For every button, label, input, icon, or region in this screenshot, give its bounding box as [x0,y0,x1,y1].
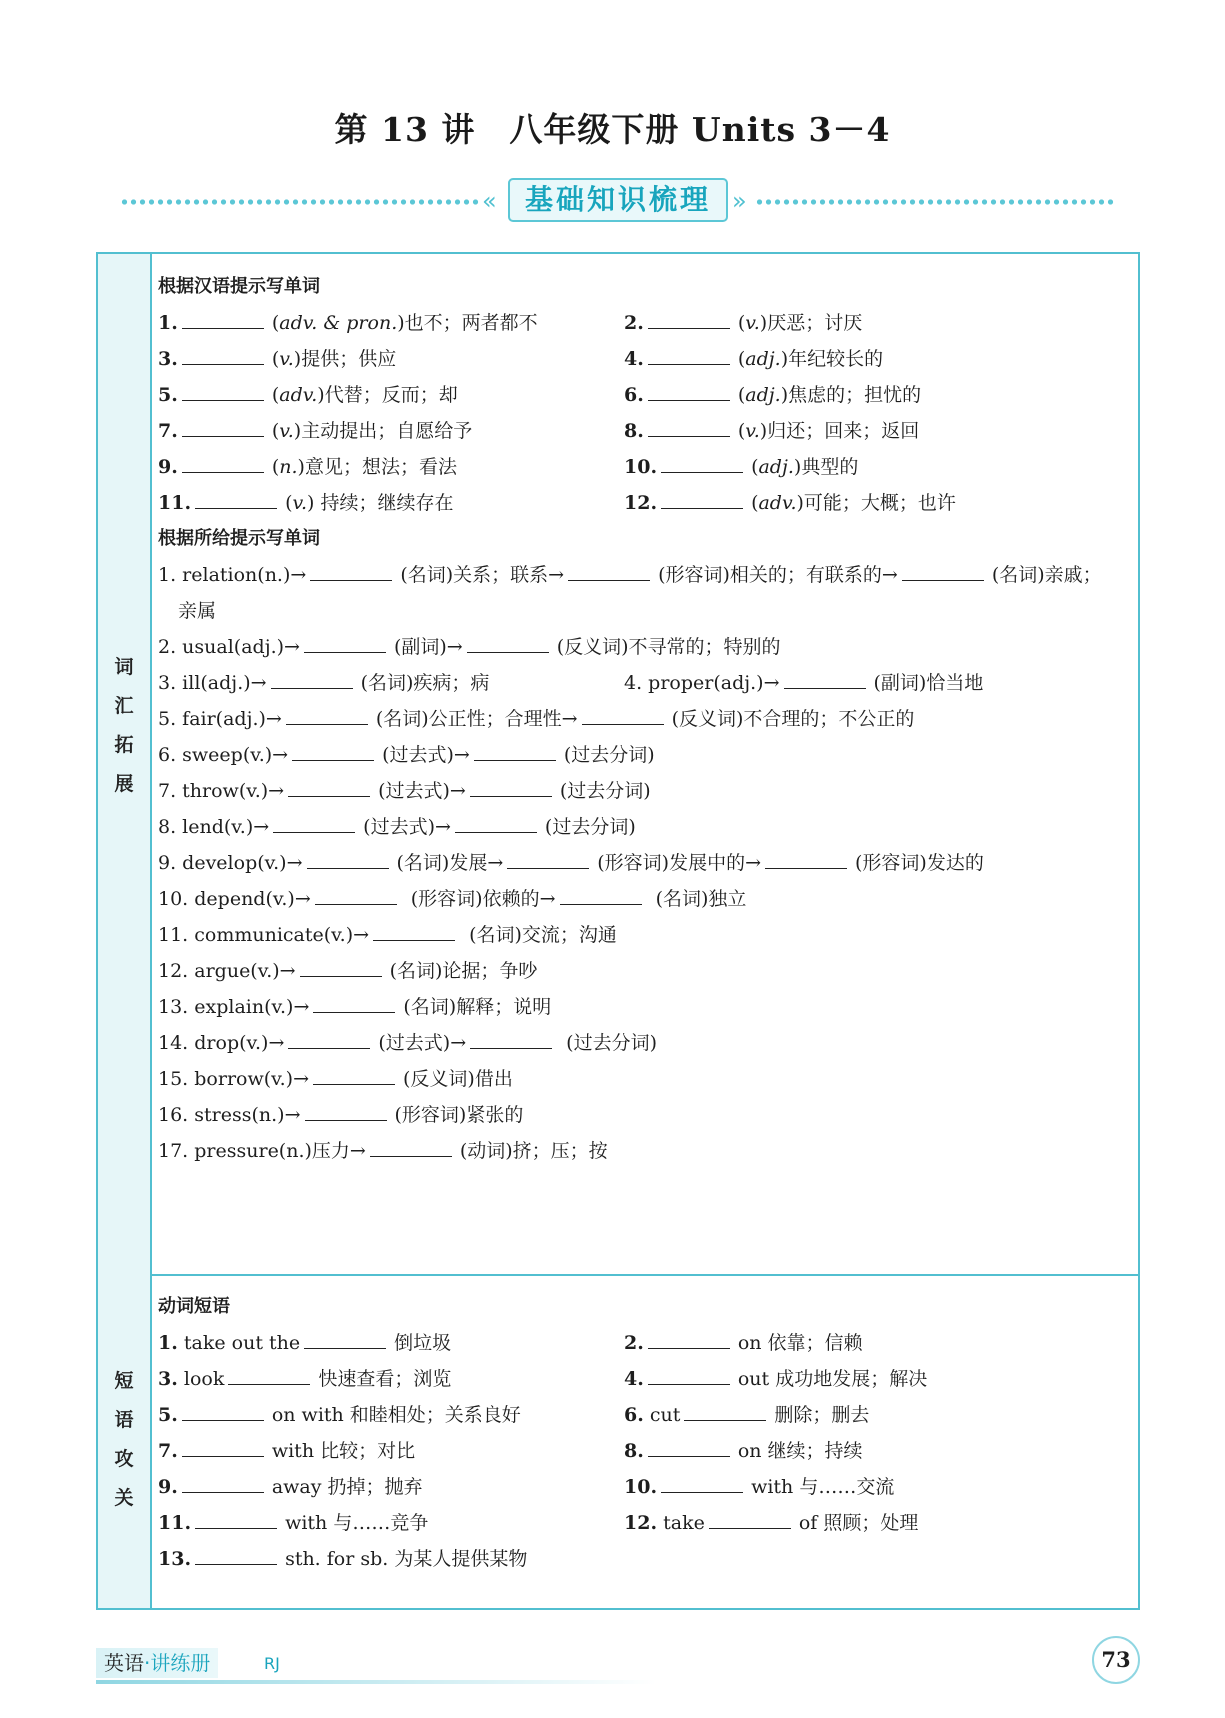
list-item: 3. (v.)提供；供应 [158,348,397,370]
answer-blank[interactable] [271,670,353,689]
list-item: 12. (adv.)可能；大概；也许 [624,492,956,514]
section-banner [120,176,1115,228]
answer-blank[interactable] [304,1330,386,1349]
phrase-content [158,1274,1138,1608]
footer-swoosh [96,1680,656,1684]
list-item: 1. (adv. & pron.)也不；两者都不 [158,312,538,334]
answer-blank[interactable] [582,706,664,725]
list-item: 8. lend(v.)→ (过去式)→ (过去分词) [158,816,636,838]
dotted-divider-left [120,199,480,205]
side-char: 汇 [114,695,134,717]
answer-blank[interactable] [568,562,650,581]
answer-blank[interactable] [273,814,355,833]
dotted-divider-right [755,199,1115,205]
answer-blank[interactable] [370,1138,452,1157]
answer-blank[interactable] [182,1402,264,1421]
list-item: 2. (v.)厌恶；讨厌 [624,312,863,334]
list-item: 6. (adj.)焦虑的；担忧的 [624,384,922,406]
list-item: 9. develop(v.)→ (名词)发展→ (形容词)发展中的→ (形容词)发达的 [158,852,984,874]
side-char: 展 [114,773,134,795]
answer-blank[interactable] [507,850,589,869]
side-char: 语 [114,1409,134,1431]
answer-blank[interactable] [661,1474,743,1493]
list-item: 7. with 比较；对比 [158,1440,416,1462]
list-item: 1. take out the 倒垃圾 [158,1332,452,1354]
answer-blank[interactable] [784,670,866,689]
answer-blank[interactable] [307,850,389,869]
answer-blank[interactable] [195,1546,277,1565]
answer-blank[interactable] [684,1402,766,1421]
chevron-left-icon: « [482,187,497,215]
answer-blank[interactable] [182,346,264,365]
list-item: 2. on 依靠；信赖 [624,1332,863,1354]
list-item: 5. on with 和睦相处；关系良好 [158,1404,521,1426]
list-item: 11. (v.) 持续；继续存在 [158,492,454,514]
answer-blank[interactable] [648,346,730,365]
answer-blank[interactable] [902,562,984,581]
answer-blank[interactable] [455,814,537,833]
answer-blank[interactable] [288,778,370,797]
phrase-heading: 动词短语 [158,1296,230,1317]
page-number: 73 [1092,1636,1140,1684]
phrase-section [98,1274,1138,1608]
list-item: 4. proper(adj.)→ (副词)恰当地 [624,672,984,694]
edition-label: RJ [264,1654,280,1673]
answer-blank[interactable] [182,310,264,329]
list-item: 8. (v.)归还；回来；返回 [624,420,920,442]
list-item-continued: 亲属 [178,600,217,622]
answer-blank[interactable] [661,454,743,473]
list-item: 11. communicate(v.)→ (名词)交流；沟通 [158,924,617,946]
phrase-side-label [98,1274,152,1608]
answer-blank[interactable] [467,634,549,653]
answer-blank[interactable] [470,778,552,797]
answer-blank[interactable] [765,850,847,869]
list-item: 16. stress(n.)→ (形容词)紧张的 [158,1104,524,1126]
side-char: 短 [114,1370,134,1392]
answer-blank[interactable] [182,1438,264,1457]
vocab-heading-2: 根据所给提示写单词 [158,528,320,549]
answer-blank[interactable] [648,382,730,401]
answer-blank[interactable] [315,886,397,905]
list-item: 5. (adv.)代替；反而；却 [158,384,458,406]
list-item: 4. out 成功地发展；解决 [624,1368,928,1390]
answer-blank[interactable] [470,1030,552,1049]
list-item: 17. pressure(n.)压力→ (动词)挤；压；按 [158,1140,608,1162]
answer-blank[interactable] [182,454,264,473]
answer-blank[interactable] [305,1102,387,1121]
exercise-frame [96,252,1140,1610]
answer-blank[interactable] [313,994,395,1013]
answer-blank[interactable] [648,1330,730,1349]
list-item: 13. sth. for sb. 为某人提供某物 [158,1548,528,1570]
answer-blank[interactable] [195,490,277,509]
answer-blank[interactable] [182,382,264,401]
list-item: 3. look 快速查看；浏览 [158,1368,452,1390]
list-item: 15. borrow(v.)→ (反义词)借出 [158,1068,513,1090]
answer-blank[interactable] [288,1030,370,1049]
answer-blank[interactable] [648,1366,730,1385]
list-item: 5. fair(adj.)→ (名词)公正性；合理性→ (反义词)不合理的；不公正的 [158,708,915,730]
list-item: 7. (v.)主动提出；自愿给予 [158,420,473,442]
answer-blank[interactable] [228,1366,310,1385]
vocab-section [98,254,1138,1276]
list-item: 1. relation(n.)→ (名词)关系；联系→ (形容词)相关的；有联系的→ (名词)亲戚； [158,564,1102,586]
vocab-side-label [98,254,152,1274]
answer-blank[interactable] [560,886,642,905]
list-item: 8. on 继续；持续 [624,1440,863,1462]
answer-blank[interactable] [300,958,382,977]
answer-blank[interactable] [474,742,556,761]
answer-blank[interactable] [661,490,743,509]
vocab-heading-1: 根据汉语提示写单词 [158,276,320,297]
page-title: 第 13 讲 八年级下册 Units 3－4 [334,110,891,149]
banner-title: 基础知识梳理 [508,178,728,222]
list-item: 13. explain(v.)→ (名词)解释；说明 [158,996,552,1018]
list-item: 6. sweep(v.)→ (过去式)→ (过去分词) [158,744,655,766]
list-item: 12. argue(v.)→ (名词)论据；争吵 [158,960,538,982]
list-item: 10. (adj.)典型的 [624,456,859,478]
list-item: 10. with 与……交流 [624,1476,895,1498]
side-char: 词 [114,656,134,678]
answer-blank[interactable] [648,1438,730,1457]
chevron-right-icon: » [732,187,747,215]
vocab-content [158,254,1138,1274]
answer-blank[interactable] [373,922,455,941]
answer-blank[interactable] [286,706,368,725]
page-footer [96,1648,1140,1682]
answer-blank[interactable] [182,1474,264,1493]
list-item: 14. drop(v.)→ (过去式)→ (过去分词) [158,1032,657,1054]
answer-blank[interactable] [304,634,386,653]
side-char: 关 [114,1487,134,1509]
list-item: 7. throw(v.)→ (过去式)→ (过去分词) [158,780,651,802]
answer-blank[interactable] [709,1510,791,1529]
answer-blank[interactable] [292,742,374,761]
answer-blank[interactable] [195,1510,277,1529]
answer-blank[interactable] [182,418,264,437]
side-char: 攻 [114,1448,134,1470]
list-item: 3. ill(adj.)→ (名词)疾病；病 [158,672,490,694]
answer-blank[interactable] [648,418,730,437]
list-item: 9. away 扔掉；抛弃 [158,1476,423,1498]
answer-blank[interactable] [313,1066,395,1085]
list-item: 11. with 与……竞争 [158,1512,429,1534]
answer-blank[interactable] [310,562,392,581]
answer-blank[interactable] [648,310,730,329]
book-name: 英语·讲练册 [96,1648,218,1678]
list-item: 6. cut 删除；删去 [624,1404,870,1426]
side-char: 拓 [114,734,134,756]
list-item: 12. take of 照顾；处理 [624,1512,919,1534]
list-item: 2. usual(adj.)→ (副词)→ (反义词)不寻常的；特别的 [158,636,781,658]
list-item: 9. (n.)意见；想法；看法 [158,456,457,478]
list-item: 4. (adj.)年纪较长的 [624,348,884,370]
list-item: 10. depend(v.)→ (形容词)依赖的→ (名词)独立 [158,888,747,910]
